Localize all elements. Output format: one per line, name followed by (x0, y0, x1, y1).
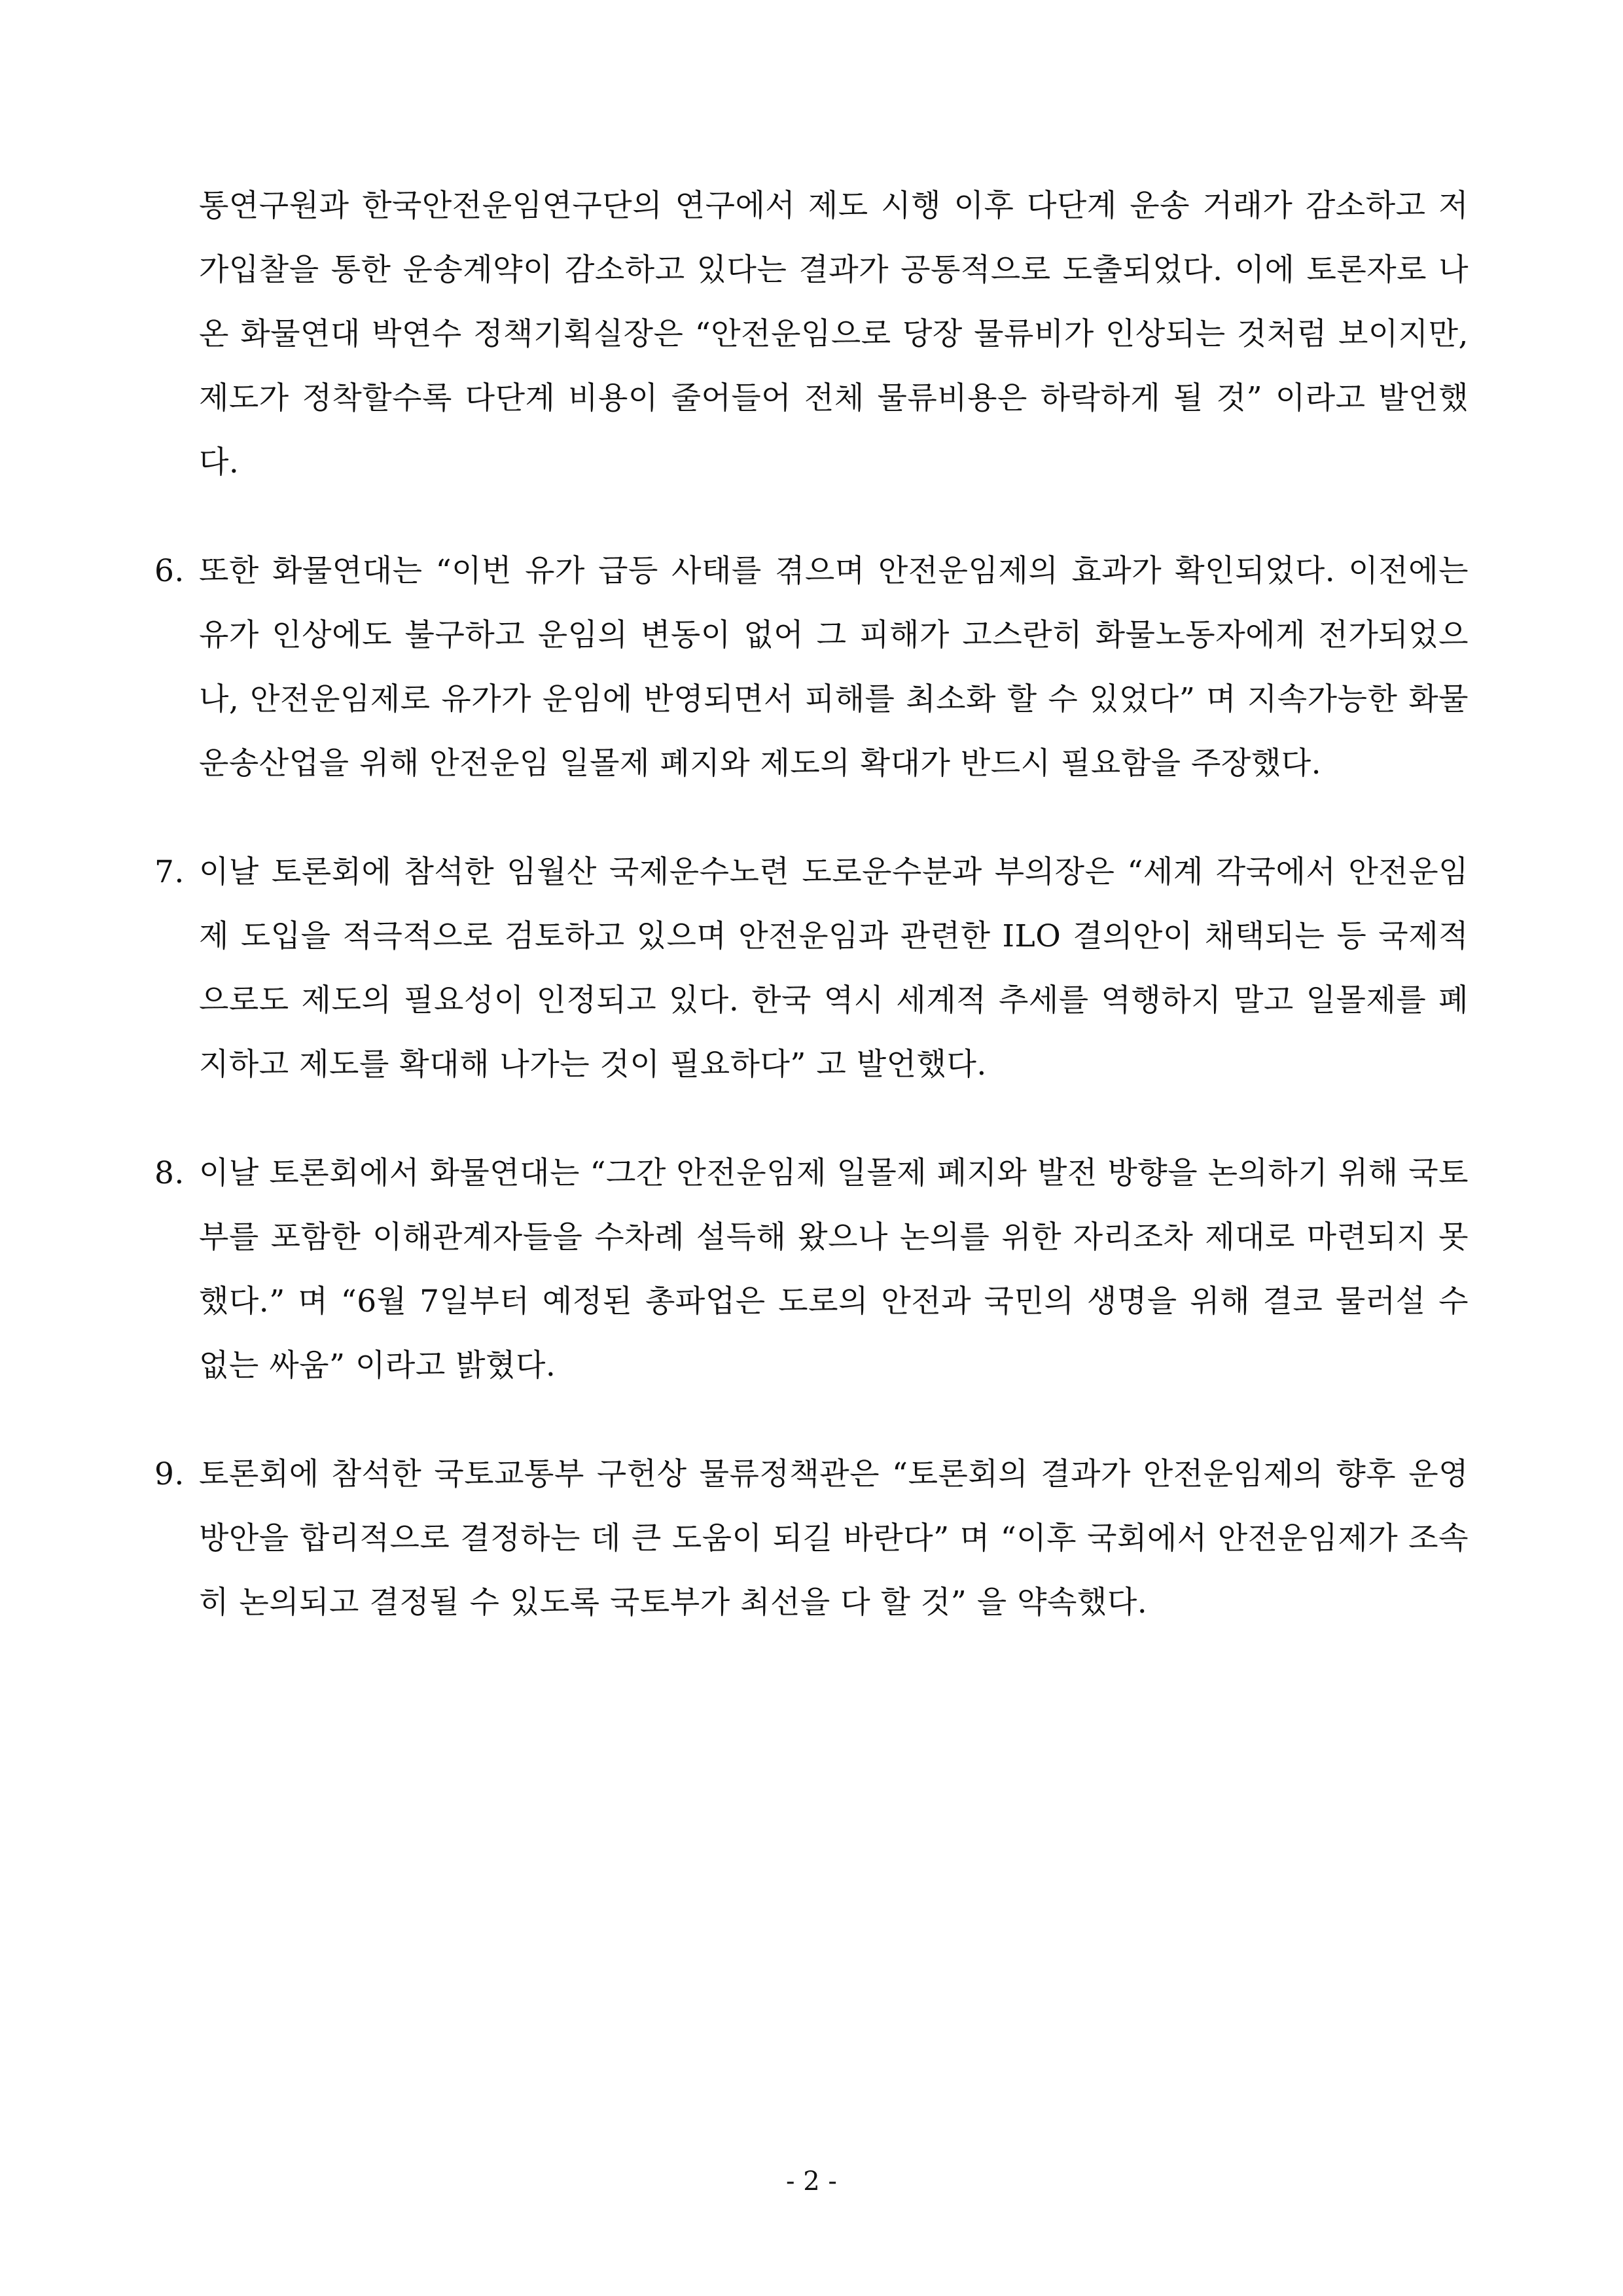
paragraph-7 (154, 840, 1469, 1097)
paragraph-8 (154, 1141, 1469, 1398)
paragraph-number: 6. (154, 553, 185, 589)
paragraph-text: 토론회에 참석한 국토교통부 구헌상 물류정책관은 “토론회의 결과가 안전운임제의 향후 운영방안을 합리적으로 결정하는 데 큰 도움이 되길 바란다” 며 “이후 국회에서 안전운임제가 조속히 논의되고 결정될 수 있도록 국토부가 최선을 다 할 것” 을 약속했다. (199, 1456, 1469, 1621)
paragraph-text: 이날 토론회에서 화물연대는 “그간 안전운임제 일몰제 폐지와 발전 방향을 논의하기 위해 국토부를 포함한 이해관계자들을 수차례 설득해 왔으나 논의를 위한 자리조차 제대로 마련되지 못했다.” 며 “6월 7일부터 예정된 총파업은 도로의 안전과 국민의 생명을 위해 결코 물러설 수 없는 싸움” 이라고 밝혔다. (199, 1155, 1469, 1384)
document-body (154, 174, 1469, 1679)
paragraph-number: 9. (154, 1456, 185, 1492)
paragraph-5-continuation (154, 174, 1469, 495)
paragraph-text: 또한 화물연대는 “이번 유가 급등 사태를 겪으며 안전운임제의 효과가 확인되었다. 이전에는 유가 인상에도 불구하고 운임의 변동이 없어 그 피해가 고스란히 화물노동자에게 전가되었으나, 안전운임제로 유가가 운임에 반영되면서 피해를 최소화 할 수 있었다” 며 지속가능한 화물운송산업을 위해 안전운임 일몰제 폐지와 제도의 확대가 반드시 필요함을 주장했다. (199, 553, 1469, 781)
paragraph-text: 통연구원과 한국안전운임연구단의 연구에서 제도 시행 이후 다단계 운송 거래가 감소하고 저가입찰을 통한 운송계약이 감소하고 있다는 결과가 공통적으로 도출되었다. 이에 토론자로 나온 화물연대 박연수 정책기획실장은 “안전운임으로 당장 물류비가 인상되는 것처럼 보이지만, 제도가 정착할수록 다단계 비용이 줄어들어 전체 물류비용은 하락하게 될 것” 이라고 발언했다. (199, 188, 1469, 480)
paragraph-9 (154, 1443, 1469, 1635)
page-number: - 2 - (786, 2166, 837, 2197)
paragraph-6 (154, 539, 1469, 796)
paragraph-number: 7. (154, 854, 185, 890)
paragraph-text: 이날 토론회에 참석한 임월산 국제운수노련 도로운수분과 부의장은 “세계 각국에서 안전운임제 도입을 적극적으로 검토하고 있으며 안전운임과 관련한 ILO 결의안이 채택되는 등 국제적으로도 제도의 필요성이 인정되고 있다. 한국 역시 세계적 추세를 역행하지 말고 일몰제를 폐지하고 제도를 확대해 나가는 것이 필요하다” 고 발언했다. (199, 854, 1469, 1083)
paragraph-number: 8. (154, 1155, 185, 1191)
